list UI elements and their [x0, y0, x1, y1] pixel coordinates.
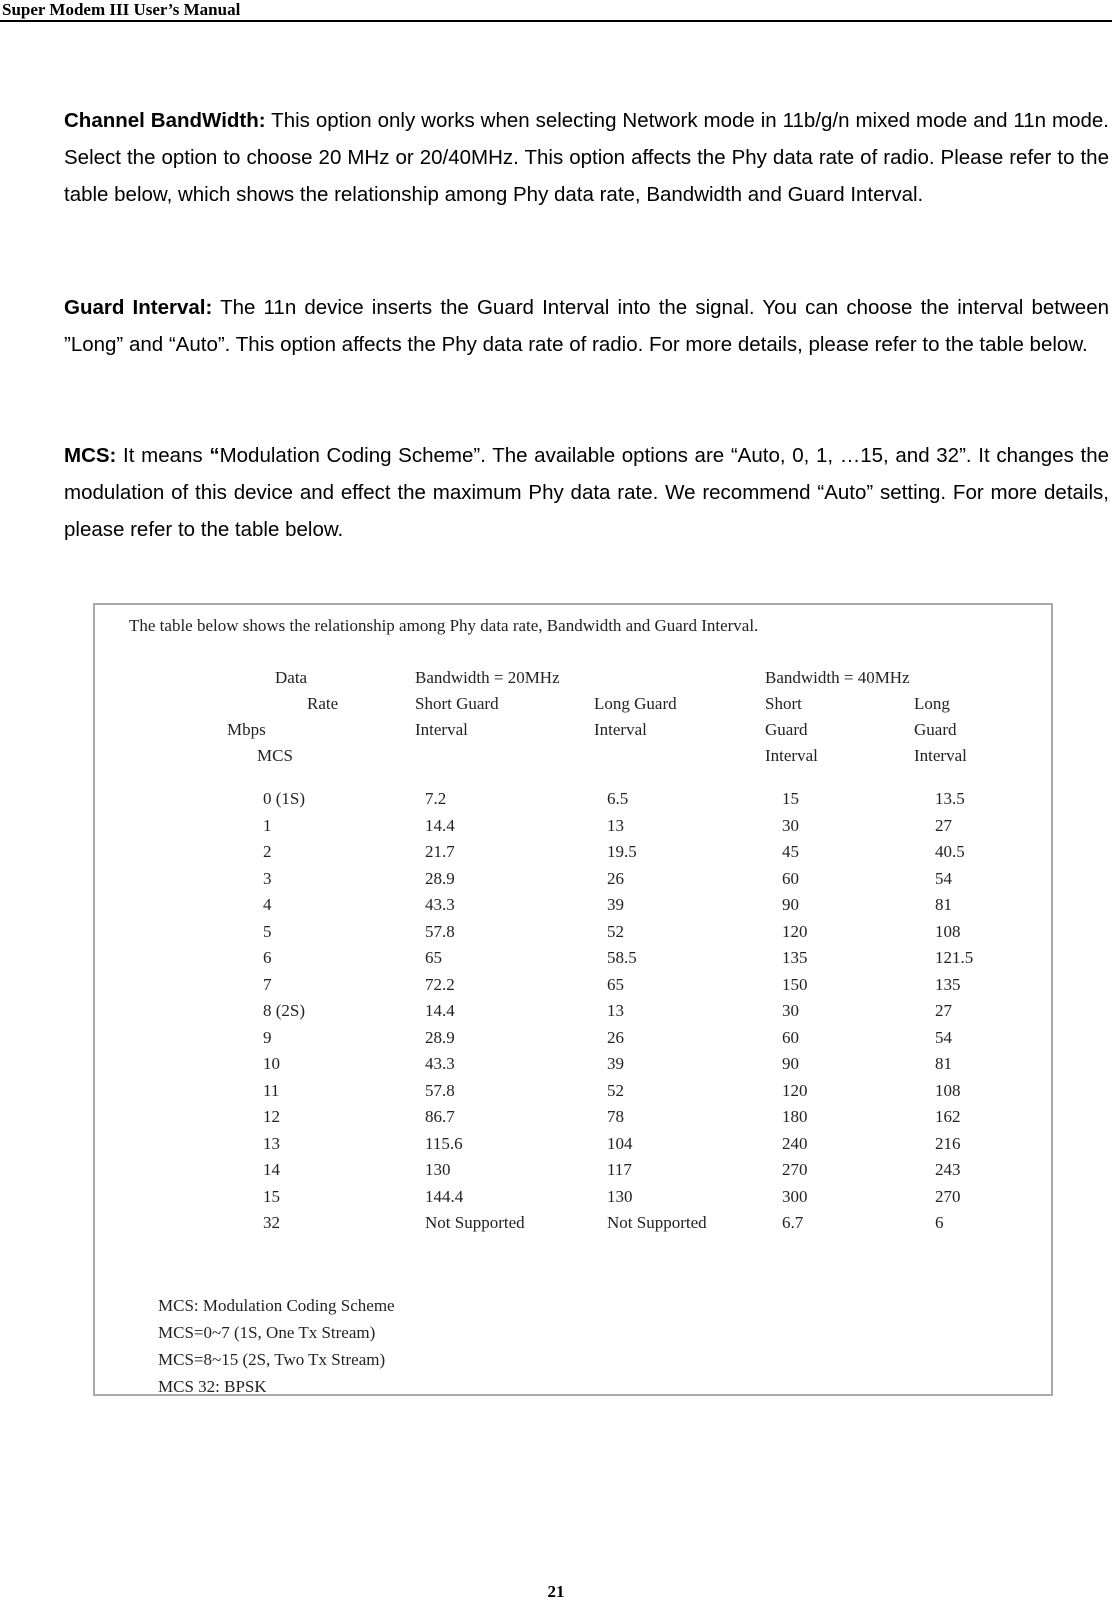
table-cell: 115.6	[425, 1133, 463, 1153]
table-row	[95, 1183, 995, 1210]
table-cell: 2	[263, 842, 272, 861]
table-cell: 135	[782, 948, 808, 967]
table-cell: 15	[782, 789, 799, 808]
table-cell: 108	[935, 921, 961, 941]
table-cell: 12	[263, 1107, 280, 1126]
table-note: MCS=8~15 (2S, Two Tx Stream)	[158, 1350, 386, 1369]
header-short-guard-20-line1: Short Guard	[415, 694, 499, 713]
header-long-guard-20-line2: Interval	[594, 720, 647, 739]
table-cell: 3	[263, 868, 272, 888]
table-row	[95, 1130, 995, 1157]
table-row	[95, 944, 995, 971]
page-number: 21	[547, 1582, 565, 1601]
guard-interval-text: The 11n device inserts the Guard Interval into the signal. You can choose the interval between ”Long” and “Auto”. This option affects the Phy data rate of radio. For more details, please refer to the table below.	[64, 296, 1109, 356]
header-rate: Rate	[307, 694, 339, 713]
table-cell: 117	[607, 1160, 632, 1179]
table-cell: 13	[607, 1001, 624, 1020]
table-cell: 19.5	[607, 842, 637, 861]
table-cell: 90	[782, 895, 799, 914]
table-row	[95, 785, 995, 812]
table-cell: 52	[607, 1080, 624, 1100]
table-note: MCS: Modulation Coding Scheme	[158, 1296, 395, 1315]
header-bandwidth-40: Bandwidth = 40MHz	[765, 668, 910, 687]
table-cell: 13	[263, 1133, 280, 1153]
table-cell: 26	[607, 1027, 624, 1047]
table-cell: 65	[425, 948, 442, 967]
header-short-40-line1: Short	[765, 694, 802, 713]
table-cell: 60	[782, 1027, 799, 1047]
table-cell: 72.2	[425, 974, 455, 994]
table-cell: 78	[607, 1107, 624, 1126]
guard-interval-term: Guard Interval:	[64, 296, 213, 319]
table-cell: 270	[935, 1186, 961, 1206]
table-cell: 108	[935, 1080, 961, 1100]
table-cell: 26	[607, 868, 624, 888]
table-cell: 43.3	[425, 1054, 455, 1073]
table-cell: 86.7	[425, 1107, 455, 1126]
table-cell: 7.2	[425, 789, 447, 808]
table-row	[95, 918, 995, 945]
table-cell: 6	[263, 948, 272, 967]
table-cell: 27	[935, 815, 952, 835]
table-cell: 14.4	[425, 815, 455, 835]
mcs-term: MCS:	[64, 444, 117, 467]
channel-bandwidth-text: This option only works when selecting Network mode in 11b/g/n mixed mode and 11n mode. Select the option to choose 20 MHz or 20/40MHz. This option affects the Phy data rate of radio. Please refer to the table below, which shows the relationship among Phy data rate, Bandwidth and Guard Interval.	[64, 109, 1109, 206]
table-row	[95, 1156, 995, 1183]
table-row	[95, 971, 995, 998]
table-cell: 1	[263, 815, 272, 835]
table-row	[95, 1103, 995, 1130]
table-cell: 90	[782, 1054, 799, 1073]
table-cell: 13	[607, 815, 624, 835]
header-short-40-line2: Guard	[765, 720, 808, 739]
header-mbps: Mbps	[227, 720, 266, 739]
table-cell: 7	[263, 974, 272, 994]
mcs-text-a: It means	[116, 444, 210, 467]
table-cell: 30	[782, 815, 799, 835]
header-data: Data	[275, 668, 308, 687]
header-long-40-line3: Interval	[914, 746, 967, 765]
table-cell: 120	[782, 1080, 808, 1100]
table-cell: 104	[607, 1133, 633, 1153]
table-cell: 8 (2S)	[263, 1001, 306, 1020]
header-long-guard-20-line1: Long Guard	[594, 694, 677, 713]
table-cell: 40.5	[935, 842, 965, 861]
table-cell: 243	[935, 1160, 961, 1179]
header-short-40-line3: Interval	[765, 746, 818, 765]
table-cell: 162	[935, 1107, 961, 1126]
table-cell: 6	[935, 1213, 944, 1232]
table-cell: 57.8	[425, 921, 455, 941]
table-cell: 14	[263, 1160, 280, 1179]
table-caption: The table below shows the relationship among Phy data rate, Bandwidth and Guard Interval.	[129, 616, 759, 635]
table-cell: 130	[425, 1160, 451, 1179]
table-note: MCS=0~7 (1S, One Tx Stream)	[158, 1323, 376, 1342]
table-cell: 52	[607, 921, 624, 941]
table-cell: 216	[935, 1133, 961, 1153]
table-row	[95, 891, 995, 918]
header-bandwidth-20: Bandwidth = 20MHz	[415, 668, 560, 687]
mcs-paragraph	[64, 437, 1109, 548]
table-row	[95, 1050, 995, 1077]
table-cell: 4	[263, 895, 272, 914]
table-cell: 180	[782, 1107, 808, 1126]
table-cell: 150	[782, 974, 808, 994]
table-cell: 43.3	[425, 895, 455, 914]
channel-bandwidth-term: Channel BandWidth:	[64, 109, 266, 132]
table-row	[95, 997, 995, 1024]
header-long-40-line2: Guard	[914, 720, 957, 739]
table-cell: 54	[935, 868, 952, 888]
table-row	[95, 1024, 995, 1051]
table-note: MCS 32: BPSK	[158, 1377, 267, 1396]
table-cell: 39	[607, 1054, 624, 1073]
table-cell: 240	[782, 1133, 808, 1153]
table-cell: 45	[782, 842, 799, 861]
header-long-40-line1: Long	[914, 694, 950, 713]
table-row	[95, 1077, 995, 1104]
table-cell: 60	[782, 868, 799, 888]
table-cell: 27	[935, 1001, 952, 1020]
table-cell: 58.5	[607, 948, 637, 967]
mcs-text-b: Modulation Coding Scheme”. The available options are “Auto, 0, 1, …15, and 32”. It changes the modulation of this device and effect the maximum Phy data rate. We recommend “Auto” setting. For more details, please refer to the table below.	[64, 444, 1109, 541]
table-cell: 121.5	[935, 948, 974, 967]
table-cell: 30	[782, 1001, 799, 1020]
table-cell: 6.7	[782, 1213, 804, 1232]
table-cell: 120	[782, 921, 808, 941]
table-cell: 28.9	[425, 868, 455, 888]
table-cell: 81	[935, 895, 952, 914]
table-cell: 10	[263, 1054, 280, 1073]
table-row	[95, 812, 995, 839]
table-row	[95, 865, 995, 892]
table-cell: 5	[263, 921, 272, 941]
table-row	[95, 1209, 995, 1259]
table-cell: 39	[607, 895, 624, 914]
table-cell: 81	[935, 1054, 952, 1073]
mcs-quote-open: “	[209, 444, 220, 467]
table-cell: 9	[263, 1027, 272, 1047]
table-cell: 32	[263, 1213, 280, 1232]
table-cell: 135	[935, 974, 961, 994]
header-mcs: MCS	[257, 746, 293, 765]
header-short-guard-20-line2: Interval	[415, 720, 468, 739]
table-cell: 57.8	[425, 1080, 455, 1100]
table-cell: 21.7	[425, 842, 455, 861]
table-cell: 300	[782, 1186, 808, 1206]
table-cell: 65	[607, 974, 624, 994]
table-cell: 28.9	[425, 1027, 455, 1047]
table-cell: 144.4	[425, 1186, 464, 1206]
table-cell: 15	[263, 1186, 280, 1206]
table-cell: Not Supported	[425, 1213, 525, 1232]
table-cell: 14.4	[425, 1001, 455, 1020]
table-notes	[158, 1292, 395, 1400]
table-cell: 130	[607, 1186, 633, 1206]
table-cell: 54	[935, 1027, 952, 1047]
table-row	[95, 838, 995, 865]
table-cell: 13.5	[935, 789, 965, 808]
table-cell: Not Supported	[607, 1213, 707, 1232]
data-rate-table-figure	[93, 603, 1053, 1396]
running-header: Super Modem III User’s Manual	[0, 0, 1112, 22]
table-cell: 0 (1S)	[263, 789, 306, 808]
table-cell: 11	[263, 1080, 280, 1100]
table-cell: 270	[782, 1160, 808, 1179]
channel-bandwidth-paragraph	[64, 102, 1109, 213]
table-cell: 6.5	[607, 789, 629, 808]
guard-interval-paragraph	[64, 289, 1109, 363]
